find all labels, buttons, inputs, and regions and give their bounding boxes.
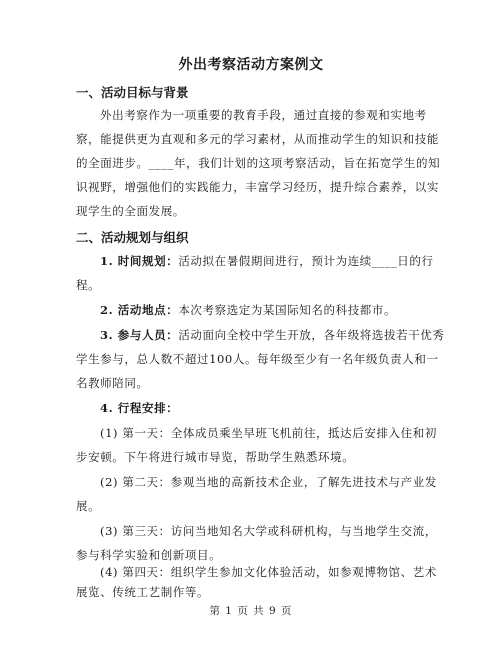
document-title: 外出考察活动方案例文 (178, 57, 324, 73)
item-label: 3. 参与人员： (100, 328, 179, 342)
list-item (100, 253, 460, 269)
schedule-line: 展览、传统工艺制作等。 (76, 585, 210, 599)
paragraph-line: 名教师陪同。 (76, 376, 149, 390)
schedule-line: (3) 第三天：访问当地知名大学或科研机构，与当地学生交流， (100, 524, 437, 538)
section-heading: 一、活动目标与背景 (76, 85, 189, 100)
list-item (100, 302, 460, 318)
list-item-label: 4. 行程安排： (100, 401, 179, 415)
schedule-line: 展。 (76, 499, 101, 513)
section-heading: 二、活动规划与组织 (76, 230, 189, 245)
item-label: 1. 时间规划： (100, 254, 179, 268)
schedule-line: (2) 第二天：参观当地的高新技术企业，了解先进技术与产业发 (100, 475, 437, 489)
paragraph-line: 学生参与，总人数不超过100人。每年级至少有一名年级负责人和一 (76, 352, 439, 366)
item-text: 本次考察选定为某国际知名的科技都市。 (178, 303, 397, 317)
page-footer: 第 1 页 共 9 页 (209, 605, 293, 617)
paragraph-line: 现学生的全面发展。 (76, 204, 185, 218)
item-label: 2. 活动地点： (100, 303, 179, 317)
schedule-line: 步安顿。下午将进行城市导览，帮助学生熟悉环境。 (76, 450, 355, 464)
item-text: 活动面向全校中学生开放，各年级将选拔若干优秀 (178, 328, 445, 342)
item-text: 活动拟在暑假期间进行，预计为连续____日的行 (178, 254, 434, 268)
paragraph-line: 察，能提供更为直观和多元的学习素材，从而推动学生的知识和技能 (76, 132, 439, 146)
paragraph-line: 识视野，增强他们的实践能力，丰富学习经历，提升综合素养，以实 (76, 180, 439, 194)
schedule-line: (4) 第四天：组织学生参加文化体验活动，如参观博物馆、艺术 (100, 565, 437, 579)
paragraph-line: 程。 (76, 278, 101, 292)
paragraph-line: 外出考察作为一项重要的教育手段，通过直接的参观和实地考 (100, 108, 427, 122)
list-item (100, 327, 460, 343)
paragraph-line: 的全面进步。____年，我们计划的这项考察活动，旨在拓宽学生的知 (76, 156, 441, 170)
schedule-line: 参与科学实验和创新项目。 (76, 548, 222, 562)
schedule-line: (1) 第一天：全体成员乘坐早班飞机前往，抵达后安排入住和初 (100, 426, 437, 440)
